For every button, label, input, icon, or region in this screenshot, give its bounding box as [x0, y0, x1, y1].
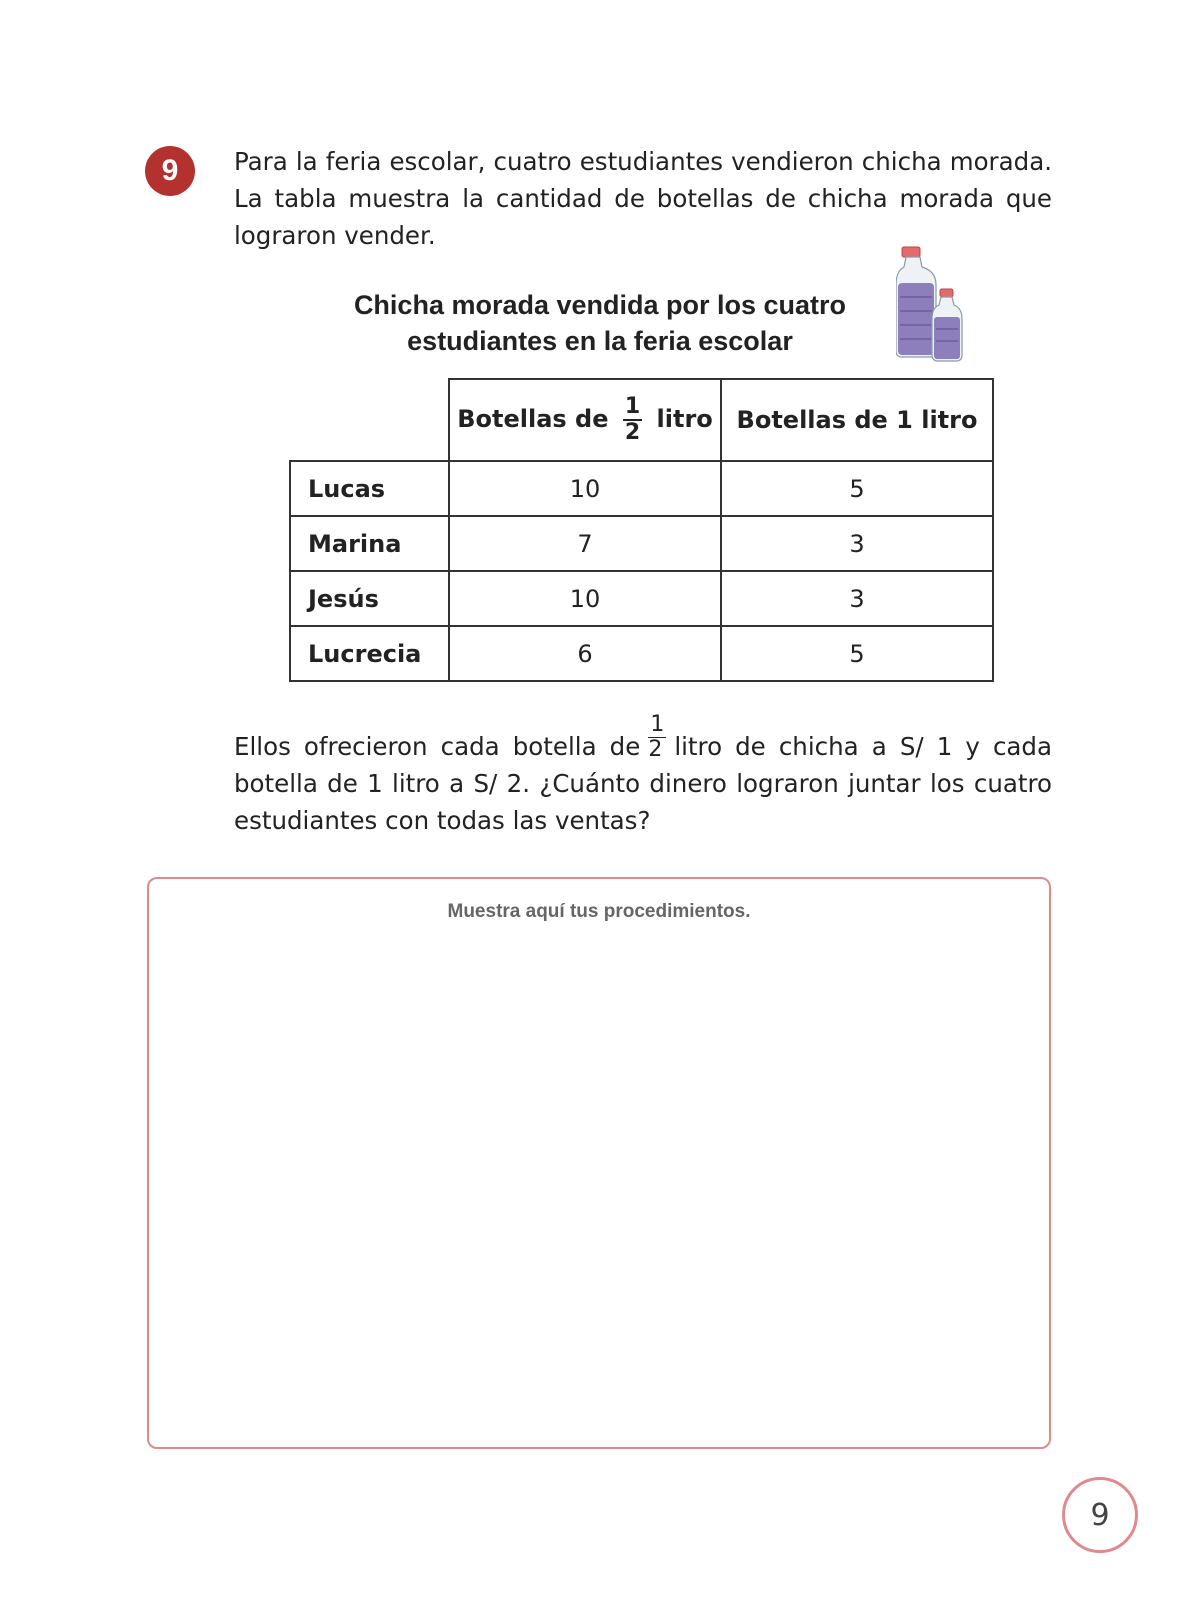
fraction-numerator: 1 [650, 711, 665, 737]
question-number-badge: 9 [145, 146, 195, 196]
work-area-label: Muestra aquí tus procedimientos. [447, 901, 751, 922]
sales-table [289, 378, 994, 682]
half-liter-count: 7 [449, 516, 721, 571]
table-row [290, 516, 993, 571]
question-intro-text: Para la feria escolar, cuatro estudiantes vendieron chicha morada. La tabla muestra la cantidad de botellas de chicha morada que lograron vender. [234, 147, 1052, 250]
student-name: Lucas [290, 461, 449, 516]
half-liter-count: 10 [449, 571, 721, 626]
header-half-suffix: litro [656, 405, 713, 433]
table-row [290, 571, 993, 626]
prompt-part2: litro de chicha a S/ 1 y cada botella de 1 litro a S/ 2. ¿Cuánto dinero lograron juntar los cuatro estudiantes con todas las ventas? [234, 732, 1052, 835]
page-number: 9 [1062, 1477, 1138, 1553]
header-one-liter: Botellas de 1 litro [721, 379, 993, 461]
header-half-fraction [623, 396, 642, 444]
fraction-denominator: 2 [648, 736, 663, 762]
table-title [290, 287, 910, 359]
table-header-row [290, 379, 993, 461]
table-title-line1: Chicha morada vendida por los cuatro [353, 290, 847, 320]
table-title-line2: estudiantes en la feria escolar [407, 326, 793, 356]
student-name: Jesús [290, 571, 449, 626]
prompt-part1: Ellos ofrecieron cada botella de [234, 732, 641, 761]
student-name: Lucrecia [290, 626, 449, 681]
fraction-numerator: 1 [624, 394, 641, 419]
question-prompt [234, 711, 1052, 839]
one-liter-count: 5 [721, 626, 993, 681]
prompt-fraction [648, 711, 666, 762]
one-liter-count: 3 [721, 516, 993, 571]
one-liter-count: 3 [721, 571, 993, 626]
table-corner-cell [290, 379, 449, 461]
header-half-prefix: Botellas de [457, 405, 609, 433]
work-area[interactable] [147, 877, 1051, 1449]
table-row [290, 461, 993, 516]
one-liter-count: 5 [721, 461, 993, 516]
half-liter-count: 6 [449, 626, 721, 681]
student-name: Marina [290, 516, 449, 571]
fraction-denominator: 2 [624, 420, 641, 445]
half-liter-count: 10 [449, 461, 721, 516]
table-row [290, 626, 993, 681]
chicha-bottles-icon [896, 245, 966, 363]
header-half-liter [449, 379, 721, 461]
